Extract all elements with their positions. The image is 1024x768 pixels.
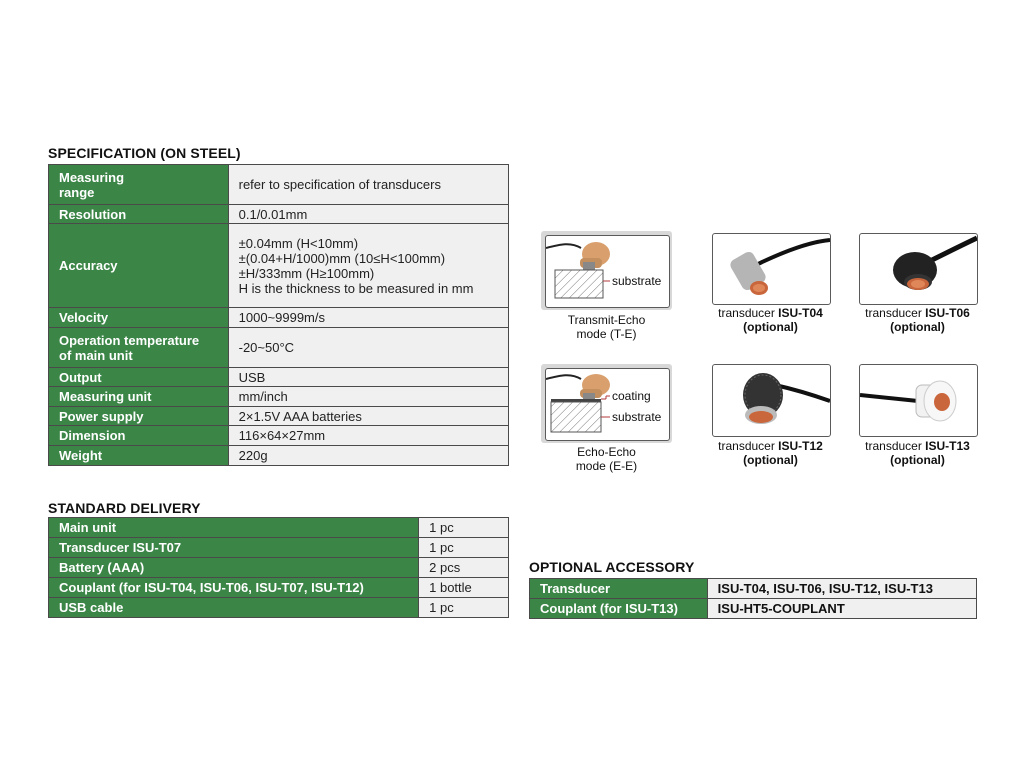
spec-label: Operation temperature of main unit xyxy=(49,328,229,368)
spec-label: Resolution xyxy=(49,205,229,224)
echo-echo-illustration xyxy=(545,368,670,441)
delivery-row xyxy=(49,518,509,538)
optional-row-label: Couplant (for ISU-T13) xyxy=(530,599,708,619)
spec-value: mm/inch xyxy=(228,387,508,407)
delivery-row-label: Main unit xyxy=(49,518,419,538)
spec-row xyxy=(49,328,509,368)
delivery-row-label: Couplant (for ISU-T04, ISU-T06, ISU-T07, ISU-T12) xyxy=(49,578,419,598)
mode-label-substrate: substrate xyxy=(612,410,662,424)
spec-value: 1000~9999m/s xyxy=(228,308,508,328)
spec-label: Measuring unit xyxy=(49,387,229,407)
optional-table xyxy=(529,578,977,619)
mode-caption: mode (E-E) xyxy=(575,459,638,473)
transducer-caption: transducer ISU-T06 xyxy=(865,306,970,320)
mode-caption: Transmit-Echo xyxy=(567,313,646,327)
optional-row-value: ISU-T04, ISU-T06, ISU-T12, ISU-T13 xyxy=(707,579,976,599)
optional-row-value: ISU-HT5-COUPLANT xyxy=(707,599,976,619)
spec-label: Power supply xyxy=(49,407,229,426)
spec-heading: SPECIFICATION (ON STEEL) xyxy=(48,145,241,161)
transducer-image-isu-t12 xyxy=(712,364,831,437)
spec-row xyxy=(49,426,509,446)
transducer-image-isu-t06 xyxy=(859,233,978,305)
transducer-caption: transducer ISU-T12 xyxy=(718,439,823,453)
delivery-row-label: Transducer ISU-T07 xyxy=(49,538,419,558)
delivery-row-value: 1 pc xyxy=(419,598,509,618)
delivery-row-value: 1 bottle xyxy=(419,578,509,598)
spec-label: Velocity xyxy=(49,308,229,328)
spec-table xyxy=(48,164,509,466)
spec-label: Measuring range xyxy=(49,165,229,205)
spec-label: Dimension xyxy=(49,426,229,446)
spec-value: -20~50°C xyxy=(228,328,508,368)
mode-caption: mode (T-E) xyxy=(576,327,637,341)
delivery-row-value: 2 pcs xyxy=(419,558,509,578)
spec-value: ±0.04mm (H<10mm) ±(0.04+H/1000)mm (10≤H<100mm) ±H/333mm (H≥100mm) H is the thickness to be measured in mm xyxy=(228,224,508,308)
transducer-image-isu-t13 xyxy=(859,364,978,437)
spec-row xyxy=(49,368,509,387)
transducer-note: (optional) xyxy=(890,320,945,334)
mode-caption: Echo-Echo xyxy=(577,445,636,459)
optional-row xyxy=(530,579,977,599)
spec-label: Weight xyxy=(49,446,229,466)
delivery-table xyxy=(48,517,509,618)
spec-row xyxy=(49,308,509,328)
delivery-row xyxy=(49,598,509,618)
spec-row xyxy=(49,446,509,466)
spec-value: 220g xyxy=(228,446,508,466)
delivery-row-value: 1 pc xyxy=(419,538,509,558)
delivery-row-value: 1 pc xyxy=(419,518,509,538)
transducer-caption: transducer ISU-T13 xyxy=(865,439,970,453)
transducer-caption: transducer ISU-T04 xyxy=(718,306,823,320)
delivery-row-label: USB cable xyxy=(49,598,419,618)
transducer-note: (optional) xyxy=(743,453,798,467)
delivery-heading: STANDARD DELIVERY xyxy=(48,500,201,516)
delivery-row-label: Battery (AAA) xyxy=(49,558,419,578)
spec-value: 116×64×27mm xyxy=(228,426,508,446)
transducer-note: (optional) xyxy=(743,320,798,334)
transducer-image-isu-t04 xyxy=(712,233,831,305)
spec-value: 2×1.5V AAA batteries xyxy=(228,407,508,426)
mode-label-substrate: substrate xyxy=(612,274,662,288)
spec-value: refer to specification of transducers xyxy=(228,165,508,205)
spec-row xyxy=(49,165,509,205)
delivery-row xyxy=(49,558,509,578)
spec-row xyxy=(49,387,509,407)
spec-row xyxy=(49,407,509,426)
mode-label-coating: coating xyxy=(612,389,651,403)
delivery-row xyxy=(49,578,509,598)
transmit-echo-illustration xyxy=(545,235,670,308)
delivery-row xyxy=(49,538,509,558)
spec-row xyxy=(49,224,509,308)
spec-row xyxy=(49,205,509,224)
spec-label: Accuracy xyxy=(49,224,229,308)
optional-heading: OPTIONAL ACCESSORY xyxy=(529,559,695,575)
optional-row-label: Transducer xyxy=(530,579,708,599)
optional-row xyxy=(530,599,977,619)
spec-value: USB xyxy=(228,368,508,387)
transducer-note: (optional) xyxy=(890,453,945,467)
spec-label: Output xyxy=(49,368,229,387)
spec-value: 0.1/0.01mm xyxy=(228,205,508,224)
